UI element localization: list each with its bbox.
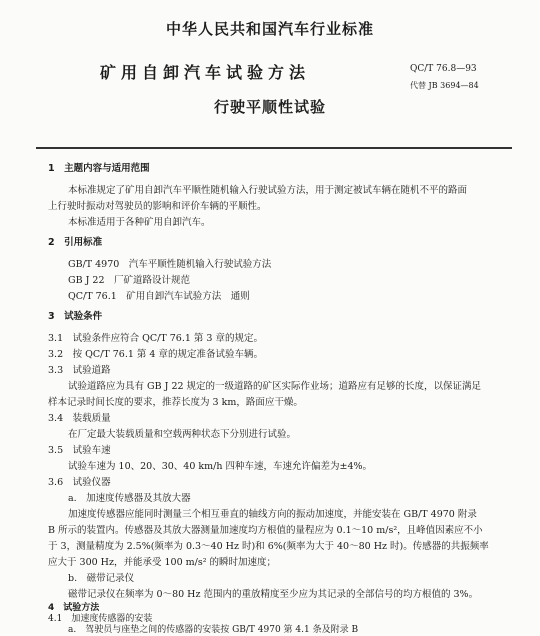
- clause-3-3-text: 样本记录时间长度的要求，推荐长度为 3 km，路面应干燥。: [48, 397, 303, 408]
- clause-3-6-item-a: a. 加速度传感器及其放大器: [68, 493, 191, 504]
- reference-item: GB/T 4970 汽车平顺性随机输入行驶试验方法: [68, 259, 272, 270]
- clause-3-3-text: 试验道路应为具有 GB J 22 规定的一级道路的矿区实际作业场；道路应有足够的长度，以保证满足: [68, 381, 482, 392]
- section-1-paragraph-line: 本标准规定了矿用自卸汽车平顺性随机输入行驶试验方法，用于测定被试车辆在随机不平的路面: [68, 185, 468, 196]
- clause-3-6-heading: 3.6 试验仪器: [48, 477, 111, 488]
- clause-3-4-heading: 3.4 装载质量: [48, 413, 111, 424]
- standard-code: QC/T 76.8—93: [410, 64, 477, 74]
- document-title: 矿用自卸汽车试验方法: [100, 63, 311, 82]
- clause-3-6-text: 磁带记录仪在频率为 0～80 Hz 范围内的重放精度至少应为其记录的全部信号的均方根值的 3%。: [68, 589, 479, 600]
- clause-3-6-text: 加速度传感器应能同时测量三个相互垂直的轴线方向的振动加速度，并能安装在 GB/T 4970 附录: [68, 509, 477, 520]
- reference-item: GB J 22 厂矿道路设计规范: [68, 275, 191, 286]
- clause-3-6-item-b: b. 磁带记录仪: [68, 573, 135, 584]
- clause-3-4-text: 在厂定最大装载质量和空载两种状态下分别进行试验。: [68, 429, 297, 440]
- section-2-heading: 2 引用标准: [48, 237, 103, 248]
- section-1-scope-line: 本标准适用于各种矿用自卸汽车。: [68, 217, 211, 228]
- clause-3-6-text: 于 3，测量精度为 2.5%(频率为 0.3～40 Hz 时)和 6%(频率为大于 40～80 Hz 时)。传感器的共振频率: [48, 541, 489, 552]
- document-subtitle: 行驶平顺性试验: [213, 98, 326, 116]
- section-3-heading: 3 试验条件: [48, 311, 103, 322]
- clause-4-1-item-a: a. 驾驶员与座垫之间的传感器的安装按 GB/T 4970 第 4.1 条及附录 B: [68, 625, 359, 635]
- replaces-standard: 代替 JB 3694—84: [410, 81, 479, 90]
- header-divider: [36, 147, 512, 149]
- reference-item: QC/T 76.1 矿用自卸汽车试验方法 通则: [68, 291, 250, 302]
- clause-3-2: 3.2 按 QC/T 76.1 第 4 章的规定准备试验车辆。: [48, 349, 263, 360]
- section-1-paragraph-line: 上行驶时振动对驾驶员的影响和评价车辆的平顺性。: [48, 201, 267, 212]
- clause-3-5-text: 试验车速为 10、20、30、40 km/h 四种车速，车速允许偏差为±4%。: [68, 461, 373, 472]
- clause-3-5-heading: 3.5 试验车速: [48, 445, 111, 456]
- clause-3-3-heading: 3.3 试验道路: [48, 365, 111, 376]
- clause-3-6-text: 应大于 300 Hz，并能承受 100 m/s² 的瞬时加速度；: [48, 557, 277, 568]
- clause-3-6-text: B 所示的装置内。传感器及其放大器测量加速度均方根值的量程应为 0.1～10 m/s²，且峰值因素应不小: [48, 525, 483, 536]
- section-1-heading: 1 主题内容与适用范围: [48, 163, 150, 174]
- clause-4-1-heading: 4.1 加速度传感器的安装: [48, 614, 153, 624]
- section-4-heading: 4 试验方法: [48, 603, 100, 613]
- issuing-organization: 中华人民共和国汽车行业标准: [165, 20, 374, 38]
- clause-3-1: 3.1 试验条件应符合 QC/T 76.1 第 3 章的规定。: [48, 333, 263, 344]
